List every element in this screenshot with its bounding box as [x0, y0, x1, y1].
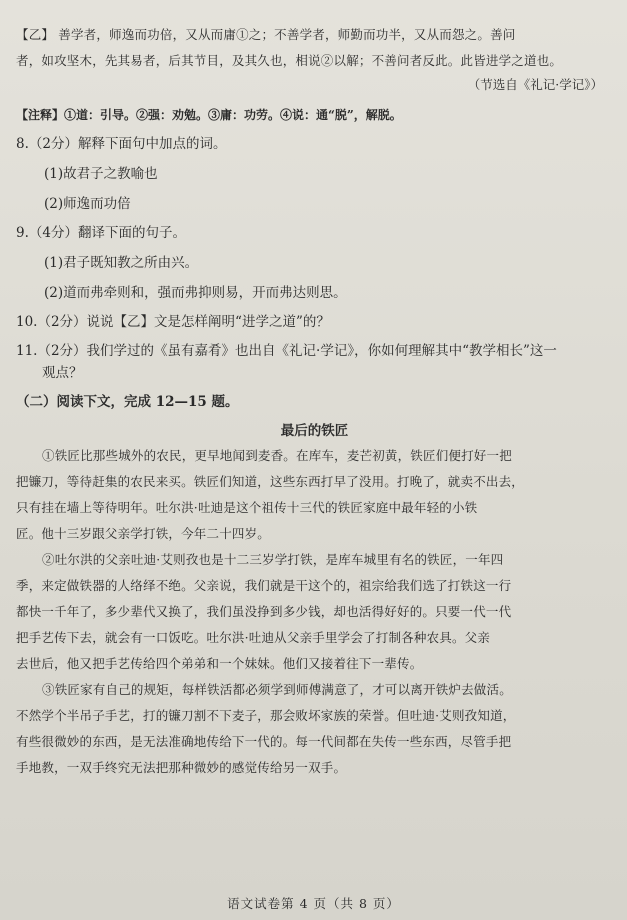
story-p2-line-4: 把手艺传下去，就会有一口饭吃。吐尔洪·吐迪从父亲手里学会了打制各种农具。父亲: [16, 630, 491, 645]
story-p1-line-2: 把镰刀，等待赶集的农民来买。铁匠们知道，这些东西打早了没用。打晚了，就卖不出去，: [16, 474, 525, 489]
story-p2-line-5: 去世后，他又把手艺传给四个弟弟和一个妹妹。他们又接着往下一辈传。: [16, 656, 423, 671]
passage-source: （节选自《礼记·学记》）: [467, 77, 603, 92]
story-p3-line-2: 不然学个半吊子手艺，打的镰刀割不下麦子，那会败坏家族的荣誉。但吐迪·艾则孜知道，: [16, 708, 516, 723]
story-p2-line-2: 季，来定做铁器的人络绎不绝。父亲说，我们就是干这个的，祖宗给我们选了打铁这一行: [16, 578, 512, 593]
story-title: 最后的铁匠: [280, 423, 349, 439]
passage-yi-line-1: 【乙】 善学者，师逸而功倍，又从而庸①之；不善学者，师勤而功半，又从而怨之。善问: [16, 27, 516, 42]
story-p1-line-4: 匠。他十三岁跟父亲学打铁，今年二十四岁。: [16, 526, 271, 541]
passage-yi-line-2: 者，如攻坚木，先其易者，后其节目，及其久也，相说②以解；不善问者反此。此皆进学之道也。: [16, 53, 563, 68]
question-10: 10.（2分）说说【乙】文是怎样阐明“进学之道”的？: [16, 314, 330, 330]
story-p1-line-1: ①铁匠比那些城外的农民，更早地闻到麦香。在库车，麦芒初黄，铁匠们便打好一把: [42, 448, 512, 463]
story-p3-line-3: 有些很微妙的东西，是无法准确地传给下一代的。每一代间都在失传一些东西，尽管手把: [16, 734, 512, 749]
question-11-line-2: 观点？: [42, 365, 83, 381]
question-9-item-2: (2)道而弗牵则和，强而弗抑则易，开而弗达则思。: [44, 285, 347, 301]
question-9-stem: 9.（4分）翻译下面的句子。: [16, 225, 186, 241]
story-p3-line-4: 手地教，一双手终究无法把那种微妙的感觉传给另一双手。: [16, 760, 347, 775]
question-8-item-1: (1)故君子之教喻也: [44, 166, 158, 182]
story-p2-line-1: ②吐尔洪的父亲吐迪·艾则孜也是十二三岁学打铁，是库车城里有名的铁匠，一年四: [42, 552, 504, 567]
page-footer: 语文试卷第 4 页（共 8 页）: [227, 896, 400, 911]
question-11-line-1: 11.（2分）我们学过的《虽有嘉肴》也出自《礼记·学记》，你如何理解其中“教学相长”这一: [16, 343, 557, 359]
section-2-heading: （二）阅读下文，完成 12—15 题。: [16, 394, 239, 410]
story-p1-line-3: 只有挂在墙上等待明年。吐尔洪·吐迪是这个祖传十三代的铁匠家庭中最年轻的小铁: [16, 500, 478, 515]
annotation-notes: 【注释】①道：引导。②强：劝勉。③庸：功劳。④说：通“脱”，解脱。: [16, 108, 402, 122]
story-p2-line-3: 都快一千年了，多少辈代又换了，我们虽没挣到多少钱，却也活得好好的。只要一代一代: [16, 604, 512, 619]
question-8-item-2: (2)师逸而功倍: [44, 196, 131, 212]
story-p3-line-1: ③铁匠家有自己的规矩，每样铁活都必须学到师傅满意了，才可以离开铁炉去做活。: [42, 682, 512, 697]
question-9-item-1: (1)君子既知教之所由兴。: [44, 255, 199, 271]
question-8-stem: 8.（2分）解释下面句中加点的词。: [16, 136, 227, 152]
